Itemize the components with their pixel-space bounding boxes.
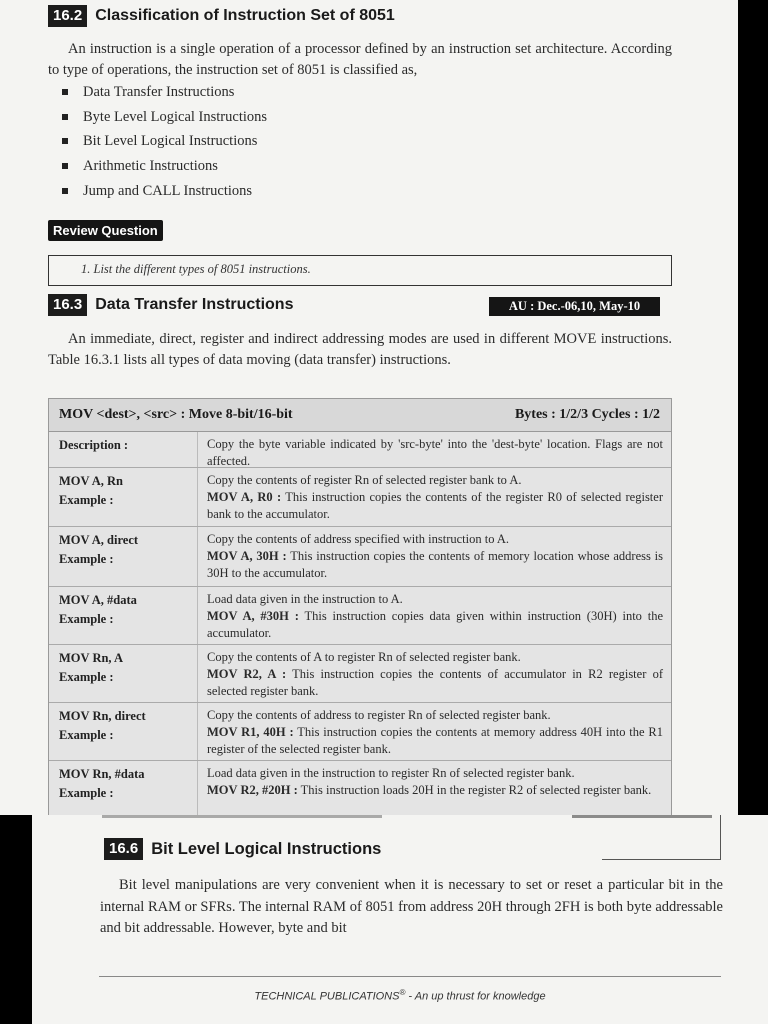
table-header-left: MOV <dest>, <src> : Move 8-bit/16-bit — [59, 407, 293, 422]
list-item-text: Jump and CALL Instructions — [83, 182, 253, 199]
list-item-text: Data Transfer Instructions — [83, 84, 235, 101]
example-label: Example : — [59, 728, 114, 742]
review-question-badge: Review Question — [48, 220, 163, 241]
bullet-square-icon — [62, 89, 68, 95]
section-heading-16-6 — [104, 838, 381, 860]
example-code: MOV R2, A : — [207, 667, 287, 681]
section-title: Bit Level Logical Instructions — [151, 839, 382, 858]
row-content — [197, 527, 671, 586]
instruction-desc: Copy the contents of register Rn of selected register bank to A. — [207, 473, 522, 487]
section-number: 16.2 — [48, 5, 87, 27]
example-label: Example : — [59, 552, 114, 566]
instruction-desc: Copy the contents of A to register Rn of selected register bank. — [207, 650, 521, 664]
row-content — [197, 587, 671, 644]
list-item-text: Bit Level Logical Instructions — [83, 133, 258, 150]
example-code: MOV A, 30H : — [207, 549, 287, 563]
example-code: MOV A, R0 : — [207, 490, 282, 504]
table-header-right: Bytes : 1/2/3 Cycles : 1/2 — [514, 407, 660, 422]
footer-publisher: TECHNICAL PUBLICATIONS — [254, 990, 400, 1003]
bit-level-intro — [100, 875, 723, 940]
instruction-name: MOV Rn, #data — [59, 767, 145, 781]
example-label: Example : — [59, 493, 114, 507]
table-row — [49, 587, 671, 645]
table-row — [49, 761, 671, 815]
instruction-name: MOV A, #data — [59, 593, 137, 607]
table-header — [49, 399, 671, 432]
section-title: Data Transfer Instructions — [95, 296, 294, 313]
divider-line — [720, 815, 721, 859]
example-label: Example : — [59, 612, 114, 626]
row-content — [197, 468, 671, 526]
description-text: Copy the byte variable indicated by 'src-byte' into the 'dest-byte' location. Flags are not affected. — [197, 432, 671, 467]
table-row — [49, 468, 671, 527]
intro-text: An instruction is a single operation of a processor defined by an instruction set architecture. According to type of operations, the instruction set of 8051 is classified as, — [48, 41, 672, 78]
example-text: This instruction copies data given within instruction (30H) into the accumulator. — [207, 609, 663, 640]
table-row — [49, 703, 671, 761]
row-content — [197, 703, 671, 760]
section-heading-16-2 — [48, 5, 395, 27]
instruction-desc: Copy the contents of address specified with instruction to A. — [207, 532, 510, 546]
instruction-name: MOV Rn, direct — [59, 709, 146, 723]
description-label: Description : — [59, 438, 129, 452]
section-title: Classification of Instruction Set of 8051 — [95, 7, 395, 24]
section-number: 16.6 — [104, 838, 143, 860]
section-number: 16.3 — [48, 294, 87, 316]
row-content — [197, 645, 671, 702]
instruction-name: MOV A, Rn — [59, 474, 124, 488]
example-text: This instruction copies the contents of accumulator in R2 register of selected register bank. — [207, 667, 663, 698]
instruction-name: MOV Rn, A — [59, 651, 124, 665]
example-text: This instruction copies the contents of memory location whose address is 30H to the accumulator. — [207, 549, 664, 580]
row-label — [49, 761, 197, 815]
row-label — [49, 468, 197, 526]
review-question-box: 1. List the different types of 8051 instructions. — [48, 255, 672, 286]
registered-mark: ® — [399, 988, 406, 997]
data-transfer-intro — [48, 329, 672, 371]
list-item-text: Arithmetic Instructions — [83, 158, 218, 175]
row-content — [197, 761, 671, 815]
intro-text: An immediate, direct, register and indirect addressing modes are used in different MOVE instructions. Table 16.3.1 lists all types of data moving (data transfer) instructions. — [48, 331, 672, 368]
example-text: This instruction copies the contents at memory address 40H into the R1 register of the selected register bank. — [207, 725, 663, 756]
example-code: MOV R2, #20H : — [207, 783, 298, 797]
instruction-name: MOV A, direct — [59, 533, 139, 547]
example-text: This instruction copies the contents of the register R0 of selected register bank to the accumulator. — [207, 490, 663, 521]
instruction-desc: Load data given in the instruction to register Rn of selected register bank. — [207, 766, 575, 780]
example-code: MOV A, #30H : — [207, 609, 299, 623]
au-exam-badge: AU : Dec.-06,10, May-10 — [489, 297, 660, 316]
torn-text-remnant — [102, 815, 712, 819]
classification-intro — [48, 39, 672, 81]
page-lower — [32, 815, 768, 1024]
row-label — [49, 587, 197, 644]
intro-text: Bit level manipulations are very convenient when it is necessary to set or reset a particular bit in the internal RAM or SFRs. The internal RAM of 8051 from address 20H through 2FH is both byte addressable and bit addressable. However, byte and bit — [100, 877, 723, 936]
bullet-square-icon — [62, 188, 68, 194]
example-label: Example : — [59, 670, 114, 684]
instruction-desc: Load data given in the instruction to A. — [207, 592, 403, 606]
list-item — [62, 154, 267, 179]
divider-line — [602, 859, 721, 860]
bullet-square-icon — [62, 163, 68, 169]
instruction-type-list — [62, 80, 267, 203]
list-item-text: Byte Level Logical Instructions — [83, 108, 268, 125]
list-item — [62, 80, 267, 105]
example-text: This instruction loads 20H in the register R2 of selected register bank. — [300, 783, 652, 797]
example-code: MOV R1, 40H : — [207, 725, 294, 739]
footer-rule — [99, 976, 721, 977]
list-item — [62, 178, 267, 203]
list-item — [62, 129, 267, 154]
page-footer — [32, 988, 768, 1003]
table-row — [49, 527, 671, 587]
instruction-desc: Copy the contents of address to register Rn of selected register bank. — [207, 708, 551, 722]
example-label: Example : — [59, 786, 114, 800]
list-item — [62, 105, 267, 130]
row-label — [49, 527, 197, 586]
table-row-description — [49, 432, 671, 468]
footer-tagline: - An up thrust for knowledge — [405, 990, 546, 1003]
bullet-square-icon — [62, 138, 68, 144]
table-row — [49, 645, 671, 703]
row-label — [49, 645, 197, 702]
section-heading-16-3 — [48, 294, 293, 316]
row-label — [49, 703, 197, 760]
mov-instruction-table — [48, 398, 672, 815]
bullet-square-icon — [62, 114, 68, 120]
